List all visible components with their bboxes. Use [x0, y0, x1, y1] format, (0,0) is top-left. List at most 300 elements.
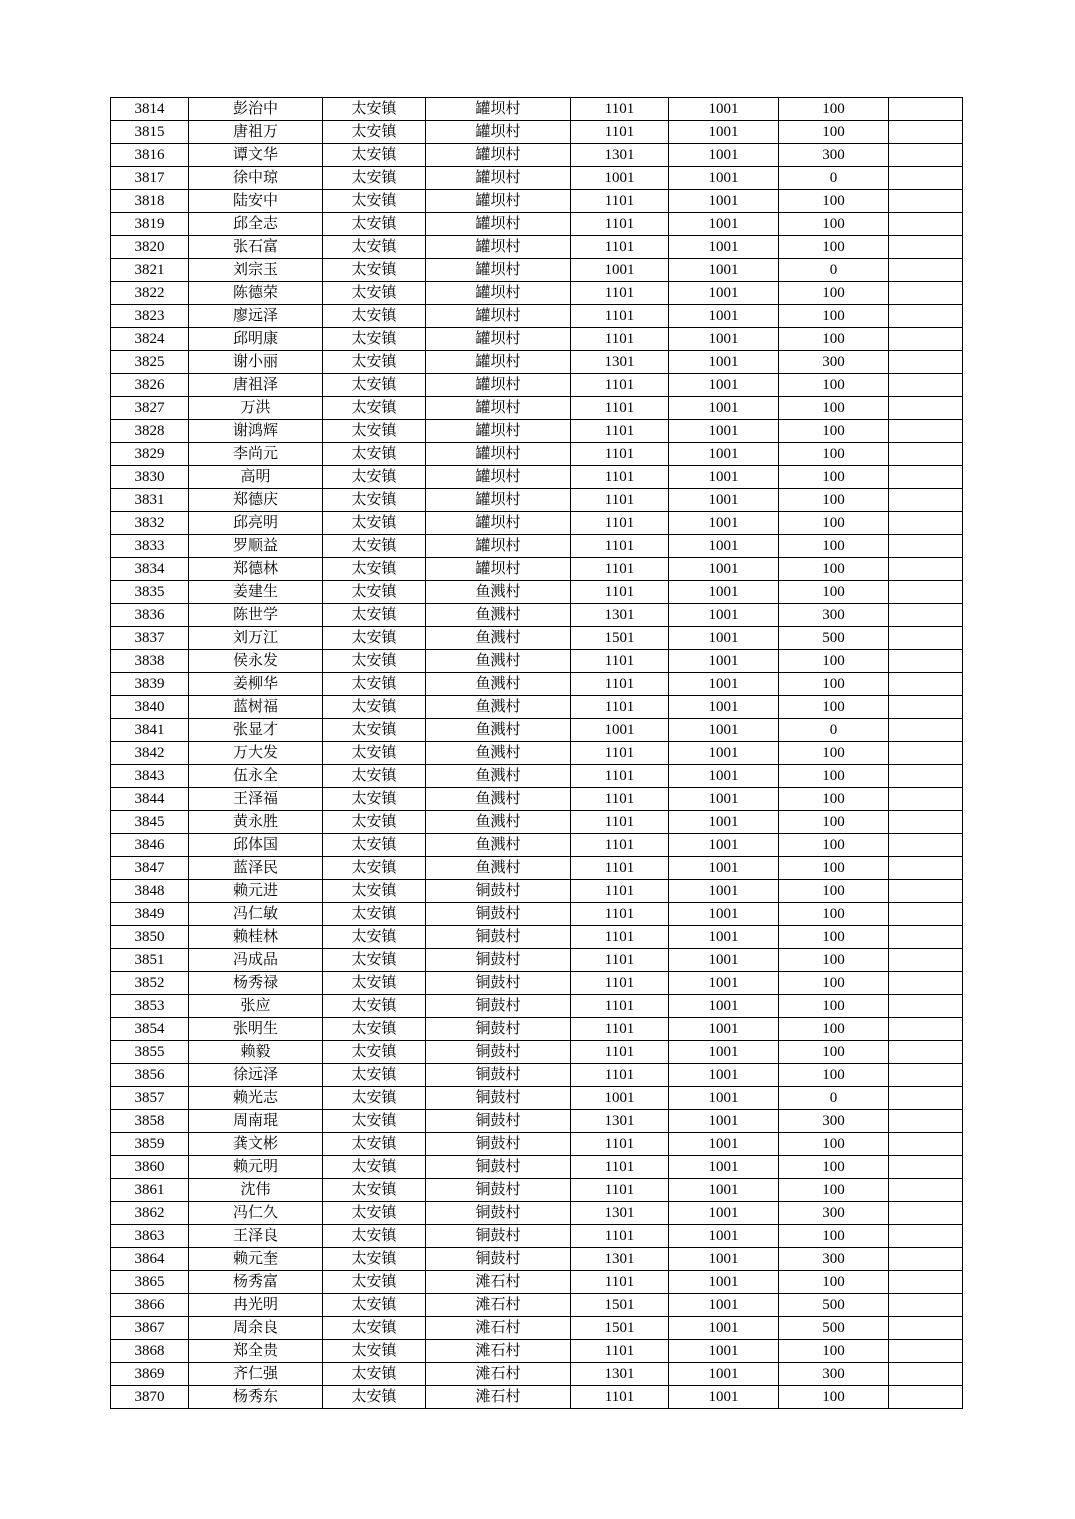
cell-id: 3814: [111, 98, 189, 121]
cell-village: 铜鼓村: [426, 1156, 571, 1179]
table-row: [111, 351, 963, 374]
cell-amount-a: 1101: [571, 857, 669, 880]
cell-amount-c: 100: [779, 1041, 889, 1064]
cell-amount-b: 1001: [669, 995, 779, 1018]
cell-amount-a: 1101: [571, 443, 669, 466]
cell-amount-b: 1001: [669, 305, 779, 328]
cell-amount-a: 1101: [571, 650, 669, 673]
cell-amount-b: 1001: [669, 673, 779, 696]
cell-id: 3822: [111, 282, 189, 305]
cell-id: 3846: [111, 834, 189, 857]
cell-town: 太安镇: [323, 788, 426, 811]
cell-blank: [889, 397, 963, 420]
cell-name: 李尚元: [189, 443, 323, 466]
cell-amount-c: 300: [779, 1248, 889, 1271]
cell-blank: [889, 673, 963, 696]
cell-amount-a: 1101: [571, 811, 669, 834]
cell-amount-c: 100: [779, 834, 889, 857]
cell-id: 3851: [111, 949, 189, 972]
cell-amount-b: 1001: [669, 259, 779, 282]
table-row: [111, 604, 963, 627]
cell-amount-c: 0: [779, 719, 889, 742]
cell-town: 太安镇: [323, 1271, 426, 1294]
cell-blank: [889, 1179, 963, 1202]
roster-table: [110, 97, 963, 1409]
cell-town: 太安镇: [323, 167, 426, 190]
cell-name: 张明生: [189, 1018, 323, 1041]
cell-amount-b: 1001: [669, 1110, 779, 1133]
table-row: [111, 466, 963, 489]
cell-village: 铜鼓村: [426, 1225, 571, 1248]
cell-amount-a: 1101: [571, 466, 669, 489]
cell-amount-a: 1101: [571, 581, 669, 604]
cell-amount-a: 1101: [571, 397, 669, 420]
table-row: [111, 1087, 963, 1110]
cell-amount-c: 100: [779, 397, 889, 420]
cell-amount-a: 1101: [571, 1018, 669, 1041]
cell-town: 太安镇: [323, 1179, 426, 1202]
table-row: [111, 742, 963, 765]
cell-village: 罐坝村: [426, 420, 571, 443]
cell-amount-b: 1001: [669, 765, 779, 788]
cell-village: 鱼溅村: [426, 604, 571, 627]
cell-town: 太安镇: [323, 995, 426, 1018]
table-row: [111, 1363, 963, 1386]
cell-village: 铜鼓村: [426, 949, 571, 972]
cell-id: 3844: [111, 788, 189, 811]
cell-name: 罗顺益: [189, 535, 323, 558]
cell-amount-c: 300: [779, 1202, 889, 1225]
cell-blank: [889, 926, 963, 949]
cell-amount-c: 100: [779, 926, 889, 949]
cell-blank: [889, 535, 963, 558]
cell-blank: [889, 1202, 963, 1225]
cell-blank: [889, 1041, 963, 1064]
cell-blank: [889, 144, 963, 167]
cell-id: 3815: [111, 121, 189, 144]
cell-id: 3863: [111, 1225, 189, 1248]
cell-amount-c: 100: [779, 1156, 889, 1179]
cell-amount-c: 500: [779, 1294, 889, 1317]
cell-village: 铜鼓村: [426, 903, 571, 926]
cell-name: 蓝泽民: [189, 857, 323, 880]
cell-id: 3831: [111, 489, 189, 512]
cell-id: 3836: [111, 604, 189, 627]
cell-name: 蓝树福: [189, 696, 323, 719]
cell-amount-a: 1101: [571, 121, 669, 144]
cell-id: 3868: [111, 1340, 189, 1363]
cell-name: 邱全志: [189, 213, 323, 236]
cell-amount-c: 100: [779, 305, 889, 328]
cell-town: 太安镇: [323, 765, 426, 788]
cell-amount-b: 1001: [669, 121, 779, 144]
table-row: [111, 1179, 963, 1202]
cell-id: 3854: [111, 1018, 189, 1041]
cell-blank: [889, 328, 963, 351]
cell-village: 罐坝村: [426, 443, 571, 466]
cell-amount-a: 1101: [571, 742, 669, 765]
cell-blank: [889, 213, 963, 236]
table-row: [111, 1317, 963, 1340]
cell-town: 太安镇: [323, 144, 426, 167]
cell-id: 3867: [111, 1317, 189, 1340]
cell-village: 鱼溅村: [426, 719, 571, 742]
cell-amount-b: 1001: [669, 857, 779, 880]
cell-amount-c: 100: [779, 742, 889, 765]
cell-blank: [889, 719, 963, 742]
cell-amount-b: 1001: [669, 420, 779, 443]
cell-village: 鱼溅村: [426, 696, 571, 719]
cell-name: 唐祖泽: [189, 374, 323, 397]
cell-amount-b: 1001: [669, 972, 779, 995]
cell-blank: [889, 305, 963, 328]
cell-name: 冯仁久: [189, 1202, 323, 1225]
cell-town: 太安镇: [323, 581, 426, 604]
cell-blank: [889, 788, 963, 811]
cell-name: 赖桂林: [189, 926, 323, 949]
table-row: [111, 144, 963, 167]
cell-village: 滩石村: [426, 1294, 571, 1317]
table-row: [111, 236, 963, 259]
cell-village: 鱼溅村: [426, 788, 571, 811]
cell-amount-c: 100: [779, 650, 889, 673]
cell-village: 铜鼓村: [426, 880, 571, 903]
cell-town: 太安镇: [323, 719, 426, 742]
cell-blank: [889, 1363, 963, 1386]
cell-blank: [889, 121, 963, 144]
cell-amount-c: 100: [779, 121, 889, 144]
cell-amount-a: 1101: [571, 1133, 669, 1156]
cell-blank: [889, 420, 963, 443]
cell-amount-b: 1001: [669, 581, 779, 604]
cell-amount-c: 100: [779, 190, 889, 213]
cell-amount-a: 1101: [571, 880, 669, 903]
cell-town: 太安镇: [323, 1087, 426, 1110]
cell-blank: [889, 98, 963, 121]
cell-name: 张显才: [189, 719, 323, 742]
cell-name: 王泽福: [189, 788, 323, 811]
cell-amount-b: 1001: [669, 650, 779, 673]
cell-name: 徐远泽: [189, 1064, 323, 1087]
cell-amount-a: 1101: [571, 903, 669, 926]
cell-name: 谢鸿辉: [189, 420, 323, 443]
cell-id: 3857: [111, 1087, 189, 1110]
cell-name: 陈世学: [189, 604, 323, 627]
table-row: [111, 972, 963, 995]
cell-blank: [889, 351, 963, 374]
cell-id: 3823: [111, 305, 189, 328]
cell-name: 徐中琼: [189, 167, 323, 190]
cell-amount-a: 1101: [571, 765, 669, 788]
cell-id: 3866: [111, 1294, 189, 1317]
cell-amount-c: 100: [779, 696, 889, 719]
cell-amount-b: 1001: [669, 788, 779, 811]
cell-amount-c: 100: [779, 765, 889, 788]
cell-amount-c: 100: [779, 328, 889, 351]
cell-village: 罐坝村: [426, 558, 571, 581]
cell-town: 太安镇: [323, 1133, 426, 1156]
cell-amount-c: 100: [779, 236, 889, 259]
cell-town: 太安镇: [323, 1340, 426, 1363]
cell-town: 太安镇: [323, 558, 426, 581]
cell-village: 罐坝村: [426, 282, 571, 305]
cell-village: 滩石村: [426, 1271, 571, 1294]
cell-blank: [889, 1156, 963, 1179]
cell-name: 齐仁强: [189, 1363, 323, 1386]
cell-blank: [889, 259, 963, 282]
cell-name: 赖元奎: [189, 1248, 323, 1271]
cell-id: 3818: [111, 190, 189, 213]
cell-amount-b: 1001: [669, 167, 779, 190]
cell-town: 太安镇: [323, 926, 426, 949]
table-row: [111, 1248, 963, 1271]
cell-amount-a: 1301: [571, 1202, 669, 1225]
cell-town: 太安镇: [323, 834, 426, 857]
cell-amount-a: 1301: [571, 604, 669, 627]
cell-amount-c: 100: [779, 1179, 889, 1202]
cell-amount-c: 0: [779, 259, 889, 282]
cell-id: 3862: [111, 1202, 189, 1225]
table-row: [111, 627, 963, 650]
cell-amount-c: 100: [779, 1340, 889, 1363]
cell-name: 龚文彬: [189, 1133, 323, 1156]
table-row: [111, 98, 963, 121]
cell-village: 鱼溅村: [426, 581, 571, 604]
cell-name: 刘宗玉: [189, 259, 323, 282]
cell-amount-c: 100: [779, 972, 889, 995]
cell-amount-a: 1101: [571, 1225, 669, 1248]
cell-amount-b: 1001: [669, 1018, 779, 1041]
cell-id: 3833: [111, 535, 189, 558]
cell-name: 廖远泽: [189, 305, 323, 328]
table-row: [111, 1018, 963, 1041]
cell-name: 陈德荣: [189, 282, 323, 305]
cell-name: 杨秀禄: [189, 972, 323, 995]
cell-name: 沈伟: [189, 1179, 323, 1202]
cell-town: 太安镇: [323, 443, 426, 466]
cell-amount-b: 1001: [669, 1133, 779, 1156]
cell-amount-b: 1001: [669, 1041, 779, 1064]
cell-amount-a: 1101: [571, 1386, 669, 1409]
cell-amount-c: 100: [779, 420, 889, 443]
cell-amount-c: 100: [779, 811, 889, 834]
cell-amount-b: 1001: [669, 903, 779, 926]
cell-amount-a: 1101: [571, 1156, 669, 1179]
cell-amount-a: 1001: [571, 719, 669, 742]
cell-amount-b: 1001: [669, 397, 779, 420]
cell-name: 冯成品: [189, 949, 323, 972]
cell-name: 周南琨: [189, 1110, 323, 1133]
table-row: [111, 328, 963, 351]
cell-id: 3825: [111, 351, 189, 374]
table-row: [111, 765, 963, 788]
cell-name: 郑德庆: [189, 489, 323, 512]
cell-amount-b: 1001: [669, 236, 779, 259]
cell-amount-a: 1101: [571, 374, 669, 397]
cell-town: 太安镇: [323, 259, 426, 282]
cell-amount-b: 1001: [669, 1386, 779, 1409]
cell-name: 杨秀富: [189, 1271, 323, 1294]
cell-village: 罐坝村: [426, 489, 571, 512]
cell-village: 滩石村: [426, 1317, 571, 1340]
cell-amount-a: 1101: [571, 558, 669, 581]
cell-amount-b: 1001: [669, 926, 779, 949]
cell-town: 太安镇: [323, 121, 426, 144]
table-row: [111, 719, 963, 742]
cell-amount-b: 1001: [669, 604, 779, 627]
cell-name: 杨秀东: [189, 1386, 323, 1409]
cell-blank: [889, 696, 963, 719]
cell-blank: [889, 512, 963, 535]
cell-name: 谢小丽: [189, 351, 323, 374]
cell-amount-b: 1001: [669, 466, 779, 489]
cell-village: 鱼溅村: [426, 742, 571, 765]
cell-amount-a: 1101: [571, 1064, 669, 1087]
cell-village: 罐坝村: [426, 305, 571, 328]
cell-amount-b: 1001: [669, 1340, 779, 1363]
cell-id: 3843: [111, 765, 189, 788]
table-row: [111, 1225, 963, 1248]
cell-town: 太安镇: [323, 604, 426, 627]
cell-id: 3834: [111, 558, 189, 581]
cell-amount-c: 300: [779, 144, 889, 167]
cell-village: 罐坝村: [426, 374, 571, 397]
cell-town: 太安镇: [323, 305, 426, 328]
cell-village: 罐坝村: [426, 397, 571, 420]
cell-village: 鱼溅村: [426, 673, 571, 696]
cell-id: 3824: [111, 328, 189, 351]
cell-amount-a: 1101: [571, 535, 669, 558]
cell-village: 鱼溅村: [426, 857, 571, 880]
cell-name: 赖光志: [189, 1087, 323, 1110]
cell-town: 太安镇: [323, 328, 426, 351]
cell-village: 鱼溅村: [426, 627, 571, 650]
table-row: [111, 1110, 963, 1133]
cell-blank: [889, 880, 963, 903]
cell-amount-c: 100: [779, 581, 889, 604]
cell-amount-c: 300: [779, 1110, 889, 1133]
cell-id: 3849: [111, 903, 189, 926]
cell-amount-a: 1101: [571, 328, 669, 351]
cell-blank: [889, 167, 963, 190]
cell-blank: [889, 604, 963, 627]
cell-id: 3853: [111, 995, 189, 1018]
cell-village: 罐坝村: [426, 121, 571, 144]
table-row: [111, 397, 963, 420]
cell-amount-c: 100: [779, 1064, 889, 1087]
cell-blank: [889, 1110, 963, 1133]
cell-village: 铜鼓村: [426, 926, 571, 949]
cell-amount-c: 100: [779, 788, 889, 811]
cell-amount-b: 1001: [669, 1156, 779, 1179]
cell-name: 伍永全: [189, 765, 323, 788]
cell-amount-c: 100: [779, 857, 889, 880]
cell-blank: [889, 1133, 963, 1156]
cell-town: 太安镇: [323, 1294, 426, 1317]
cell-amount-a: 1101: [571, 995, 669, 1018]
cell-blank: [889, 1317, 963, 1340]
cell-town: 太安镇: [323, 880, 426, 903]
cell-town: 太安镇: [323, 98, 426, 121]
cell-amount-b: 1001: [669, 489, 779, 512]
cell-id: 3830: [111, 466, 189, 489]
cell-blank: [889, 627, 963, 650]
cell-town: 太安镇: [323, 397, 426, 420]
cell-name: 侯永发: [189, 650, 323, 673]
cell-id: 3826: [111, 374, 189, 397]
cell-amount-a: 1101: [571, 673, 669, 696]
table-row: [111, 1202, 963, 1225]
cell-village: 罐坝村: [426, 351, 571, 374]
cell-id: 3864: [111, 1248, 189, 1271]
cell-amount-a: 1501: [571, 1317, 669, 1340]
cell-name: 赖毅: [189, 1041, 323, 1064]
cell-amount-b: 1001: [669, 213, 779, 236]
cell-amount-a: 1301: [571, 1110, 669, 1133]
cell-amount-b: 1001: [669, 1363, 779, 1386]
cell-amount-a: 1101: [571, 190, 669, 213]
cell-blank: [889, 972, 963, 995]
cell-blank: [889, 903, 963, 926]
cell-amount-b: 1001: [669, 811, 779, 834]
table-row: [111, 213, 963, 236]
cell-amount-b: 1001: [669, 696, 779, 719]
cell-amount-a: 1101: [571, 696, 669, 719]
cell-amount-a: 1001: [571, 1087, 669, 1110]
cell-blank: [889, 765, 963, 788]
cell-id: 3816: [111, 144, 189, 167]
cell-village: 滩石村: [426, 1340, 571, 1363]
cell-amount-a: 1501: [571, 627, 669, 650]
table-row: [111, 581, 963, 604]
cell-village: 罐坝村: [426, 512, 571, 535]
cell-id: 3858: [111, 1110, 189, 1133]
cell-blank: [889, 857, 963, 880]
cell-town: 太安镇: [323, 351, 426, 374]
table-row: [111, 420, 963, 443]
cell-id: 3852: [111, 972, 189, 995]
cell-town: 太安镇: [323, 1225, 426, 1248]
cell-amount-c: 100: [779, 374, 889, 397]
cell-blank: [889, 282, 963, 305]
cell-amount-a: 1001: [571, 167, 669, 190]
table-row: [111, 926, 963, 949]
cell-amount-a: 1101: [571, 834, 669, 857]
cell-amount-b: 1001: [669, 1271, 779, 1294]
cell-blank: [889, 581, 963, 604]
table-row: [111, 374, 963, 397]
cell-village: 铜鼓村: [426, 972, 571, 995]
cell-town: 太安镇: [323, 903, 426, 926]
table-row: [111, 650, 963, 673]
cell-id: 3847: [111, 857, 189, 880]
cell-amount-a: 1101: [571, 98, 669, 121]
cell-town: 太安镇: [323, 972, 426, 995]
table-row: [111, 282, 963, 305]
cell-name: 冯仁敏: [189, 903, 323, 926]
cell-amount-c: 100: [779, 995, 889, 1018]
table-row: [111, 259, 963, 282]
cell-amount-c: 100: [779, 880, 889, 903]
cell-town: 太安镇: [323, 811, 426, 834]
cell-id: 3835: [111, 581, 189, 604]
cell-town: 太安镇: [323, 627, 426, 650]
cell-amount-c: 100: [779, 466, 889, 489]
table-row: [111, 1271, 963, 1294]
cell-town: 太安镇: [323, 1156, 426, 1179]
cell-amount-c: 100: [779, 282, 889, 305]
cell-amount-b: 1001: [669, 374, 779, 397]
